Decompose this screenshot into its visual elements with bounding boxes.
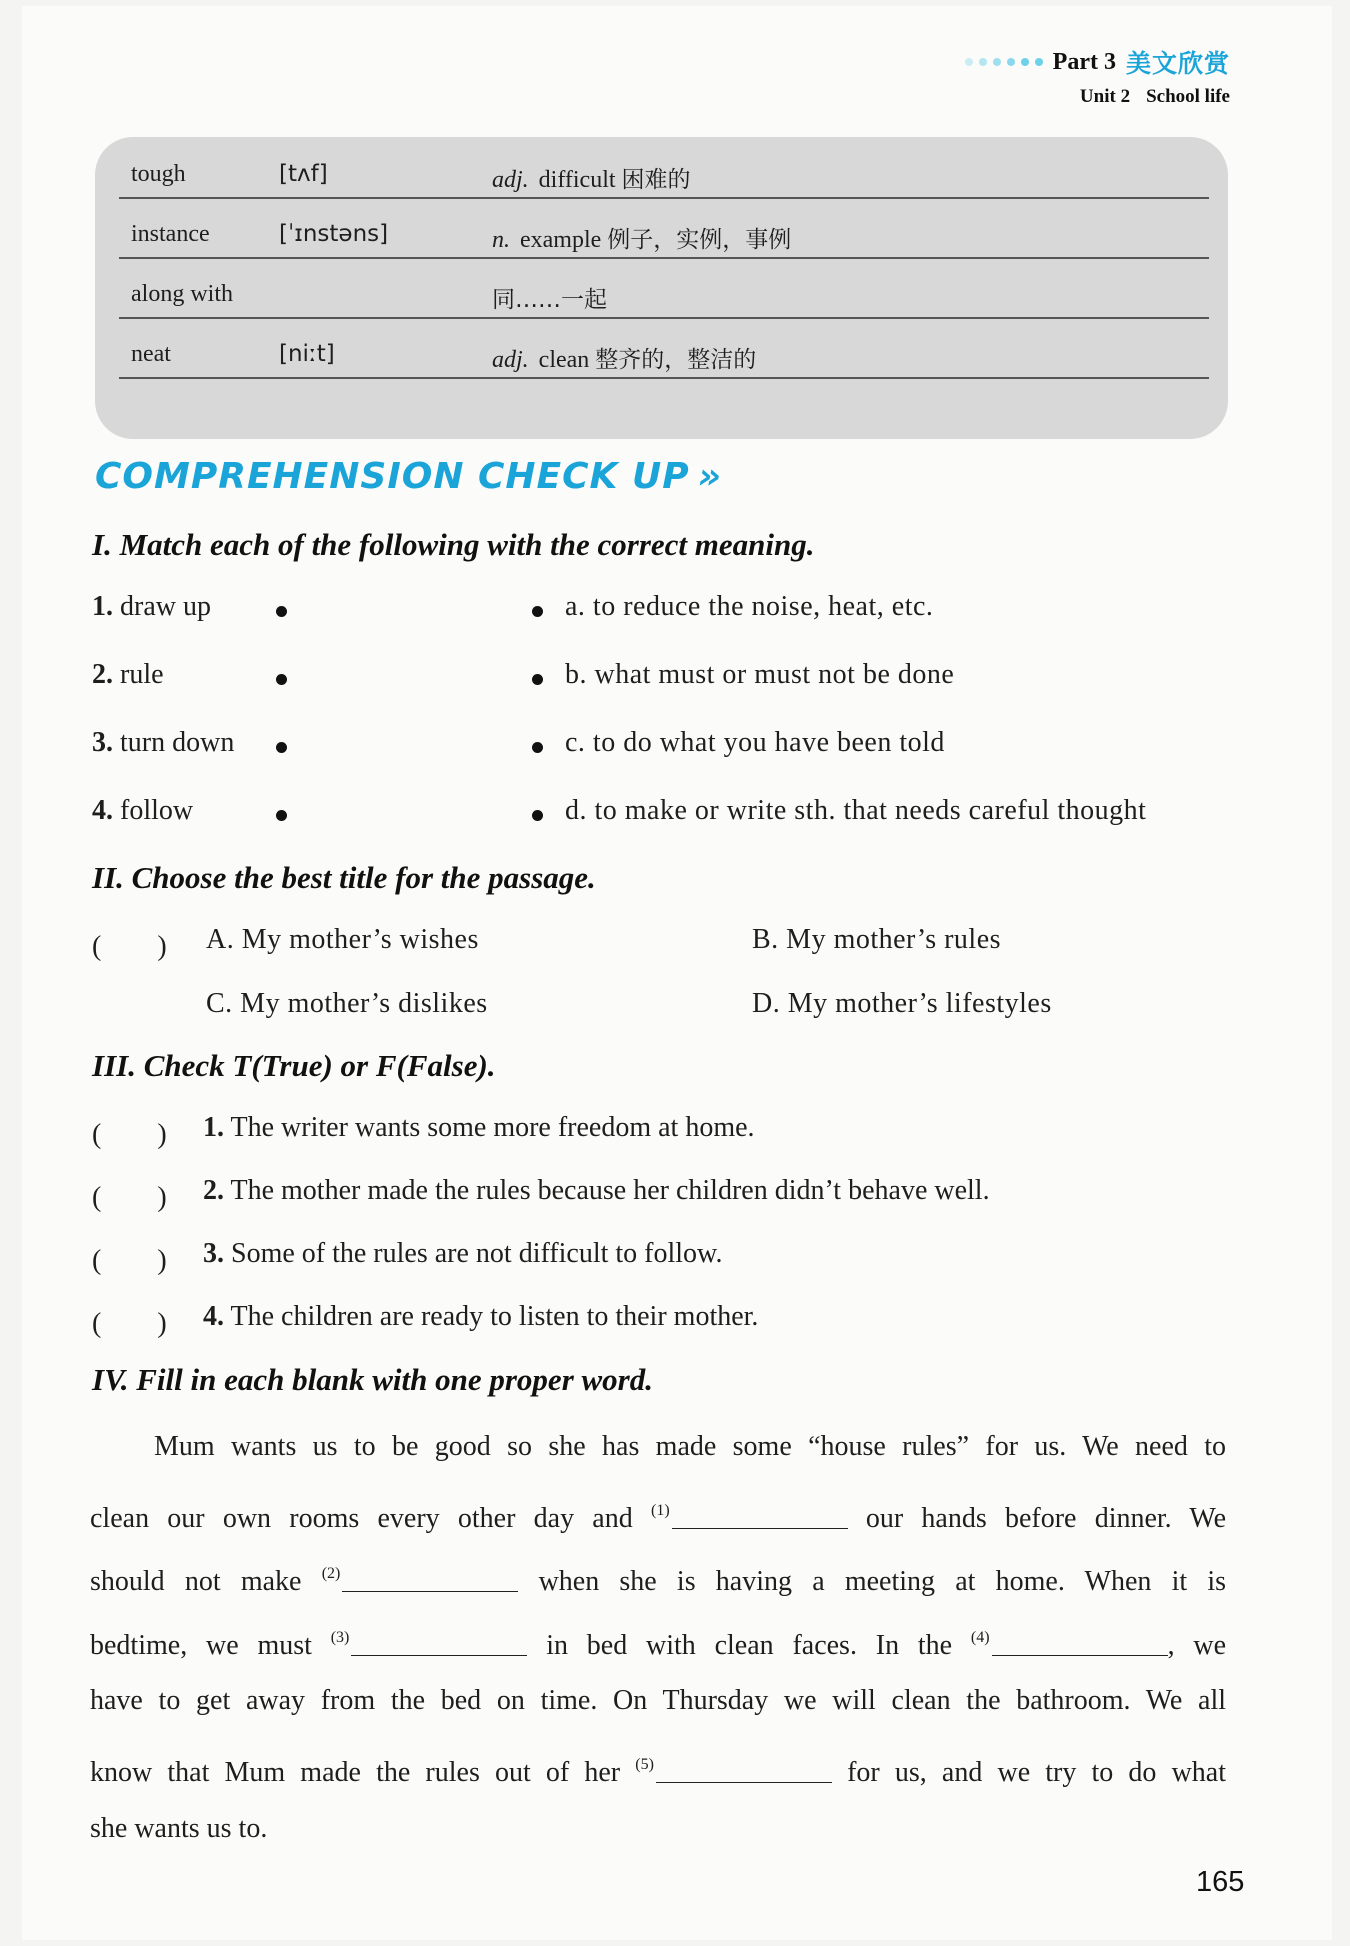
match-left-item: 3. turn down [92,727,235,758]
answer-paren[interactable]: ( ) [92,931,167,962]
blank-5[interactable] [656,1756,832,1783]
section-1-title: I. Match each of the following with the correct meaning. [92,527,815,562]
part-label: Part 3 [1052,48,1116,75]
running-header [965,44,1230,108]
double-chevron-icon: » [697,456,722,497]
blank-3[interactable] [351,1629,527,1656]
tf-item: 3. Some of the rules are not difficult to follow. [203,1238,723,1269]
vocabulary-box [95,137,1228,439]
tf-item: 2. The mother made the rules because her children didn’t behave well. [203,1175,990,1206]
vocab-word: tough [131,161,186,187]
answer-paren[interactable]: ( ) [92,1308,167,1339]
cloze-passage: Mum wants us to be good so she has made some “house rules” for us. We need to clean our own rooms every other day and $^{(1)}$ our hands before dinner. We should not make $^{(2)}$ when she is having a meeting at home. When it is bedtime, we must $^{(3)}$ in bed with clean faces. In the $^{(4)}$ , we have to get away from the bed on time. On Thursday we will clean the bathroom. We all know that Mum made the rules out of her $^{(5)}$ for us, and we try to do what she wants us to. [90,1431,1227,1844]
unit-label: Unit 2 [1079,86,1131,107]
comprehension-heading: COMPREHENSION CHECK UP » [95,456,722,497]
match-dot-right[interactable] [532,810,543,821]
match-dot-right[interactable] [532,606,543,617]
answer-paren[interactable]: ( ) [92,1182,167,1213]
blank-2[interactable] [342,1565,518,1592]
match-dot-left[interactable] [276,674,287,685]
match-dot-right[interactable] [532,674,543,685]
match-right-item: b. what must or must not be done [565,659,955,690]
match-left-item: 4. follow [92,795,194,826]
vocab-phonetic: [niːt] [279,341,335,367]
vocab-phonetic: [ˈɪnstəns] [279,221,389,247]
option-c: C. My mother’s dislikes [206,988,488,1019]
blank-1[interactable] [672,1502,848,1529]
vocab-meaning: n. example 例子，实例，事例 [492,227,792,253]
match-dot-right[interactable] [532,742,543,753]
match-left-item: 1. draw up [92,591,211,622]
match-right-item: c. to do what you have been told [565,727,945,758]
tf-item: 1. The writer wants some more freedom at home. [203,1112,755,1143]
part-title-cn: 美文欣赏 [1125,49,1230,78]
blank-4[interactable] [992,1629,1168,1656]
option-d: D. My mother’s lifestyles [752,988,1052,1019]
vocab-meaning: 同……一起 [492,287,607,313]
vocab-row [119,137,1209,199]
unit-title: School life [1146,86,1230,107]
vocab-word: neat [131,341,171,367]
match-right-item: a. to reduce the noise, heat, etc. [565,591,934,622]
match-right-item: d. to make or write sth. that needs careful thought [565,795,1147,826]
match-left-item: 2. rule [92,659,164,690]
answer-paren[interactable]: ( ) [92,1245,167,1276]
option-a: A. My mother’s wishes [206,924,479,955]
section-2-title: II. Choose the best title for the passage. [92,860,596,895]
vocab-phonetic: [tʌf] [279,161,328,187]
option-b: B. My mother’s rules [752,924,1002,955]
vocab-row [119,257,1209,319]
vocab-row [119,317,1209,379]
vocab-row [119,197,1209,259]
dots-decoration [965,58,1043,66]
section-4-title: IV. Fill in each blank with one proper word. [92,1362,653,1397]
vocab-word: along with [131,281,233,307]
vocab-meaning: adj. clean 整齐的，整洁的 [492,347,757,373]
page-number: 165 [1196,1866,1245,1898]
vocab-word: instance [131,221,210,247]
answer-paren[interactable]: ( ) [92,1119,167,1150]
vocab-meaning: adj. difficult 困难的 [492,167,691,193]
match-dot-left[interactable] [276,742,287,753]
tf-item: 4. The children are ready to listen to their mother. [203,1301,759,1332]
match-dot-left[interactable] [276,810,287,821]
section-3-title: III. Check T(True) or F(False). [92,1048,496,1083]
match-dot-left[interactable] [276,606,287,617]
